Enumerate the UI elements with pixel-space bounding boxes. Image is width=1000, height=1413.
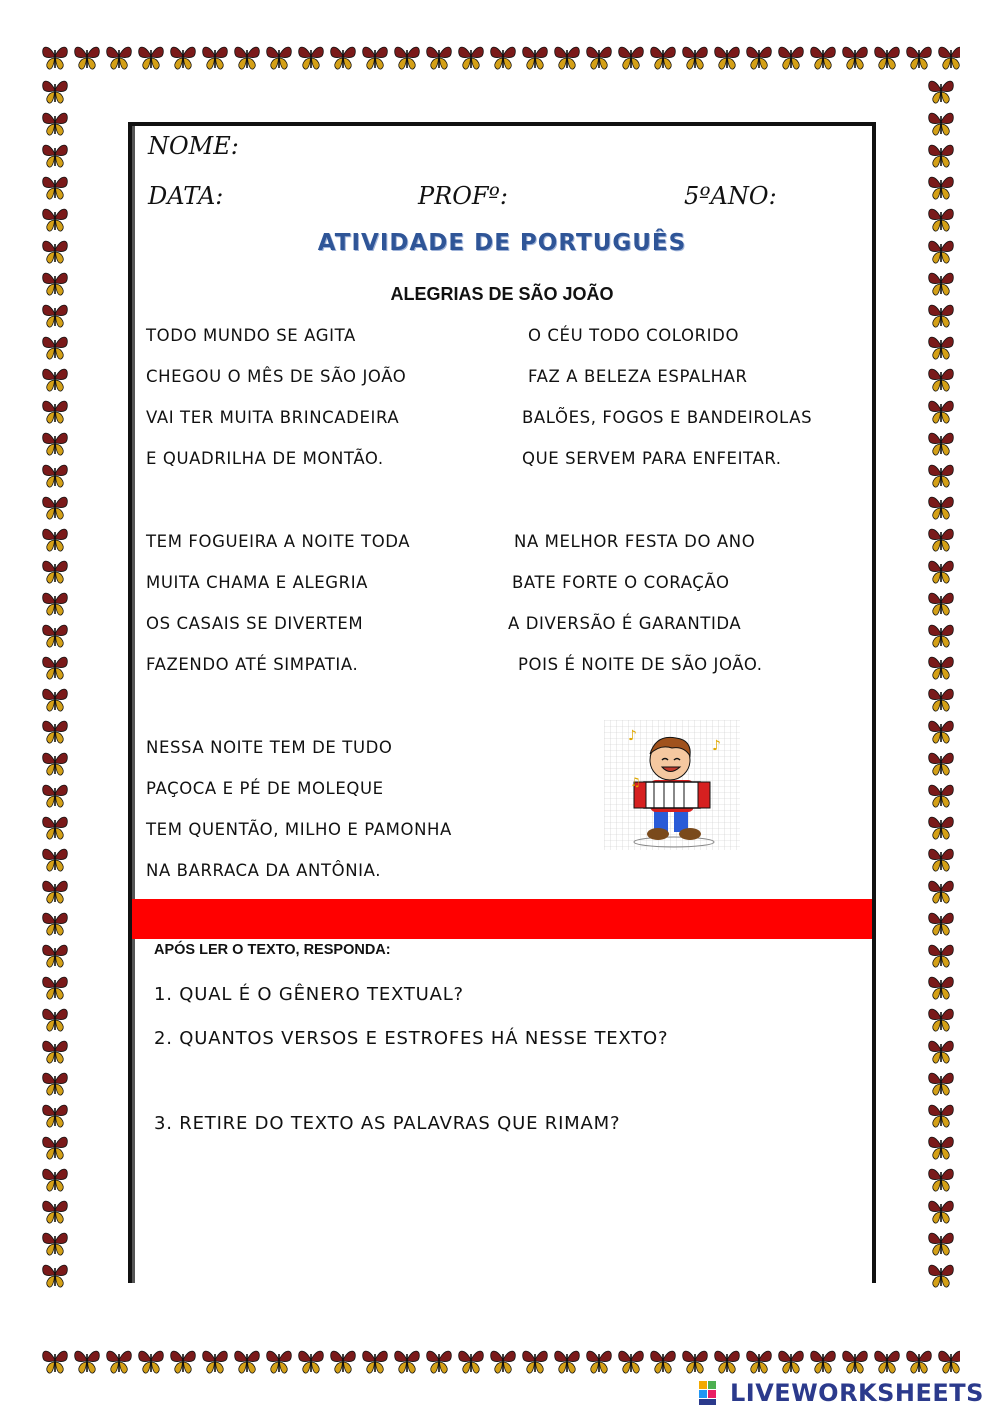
butterfly-icon xyxy=(488,42,518,72)
butterfly-icon xyxy=(712,1346,742,1376)
butterfly-icon xyxy=(40,812,70,842)
butterfly-icon xyxy=(926,1196,956,1226)
butterfly-icon xyxy=(926,812,956,842)
butterfly-icon xyxy=(104,1346,134,1376)
butterfly-icon xyxy=(926,300,956,330)
poem-line: QUE SERVEM PARA ENFEITAR. xyxy=(522,449,782,468)
butterfly-icon xyxy=(40,1260,70,1290)
poem-line: NA MELHOR FESTA DO ANO xyxy=(514,532,756,551)
poem-line: TODO MUNDO SE AGITA xyxy=(146,326,356,345)
butterfly-icon xyxy=(872,1346,902,1376)
butterfly-icon xyxy=(40,1196,70,1226)
butterfly-icon xyxy=(40,1068,70,1098)
butterfly-icon xyxy=(926,1004,956,1034)
butterfly-icon xyxy=(926,1068,956,1098)
butterfly-icon xyxy=(926,236,956,266)
butterfly-icon xyxy=(392,1346,422,1376)
poem-title: ALEGRIAS DE SÃO JOÃO xyxy=(390,284,614,304)
date-label: DATA: xyxy=(148,182,224,210)
butterfly-icon xyxy=(40,204,70,234)
butterfly-icon xyxy=(424,42,454,72)
butterfly-icon xyxy=(40,876,70,906)
butterfly-icon xyxy=(680,42,710,72)
question-2: 2. QUANTOS VERSOS E ESTROFES HÁ NESSE TEXTO? xyxy=(154,1028,669,1049)
svg-text:♪: ♪ xyxy=(628,728,637,744)
butterfly-icon xyxy=(40,1100,70,1130)
butterfly-icon xyxy=(40,620,70,650)
poem-line: NESSA NOITE TEM DE TUDO xyxy=(146,738,393,757)
border-bottom xyxy=(40,1346,960,1380)
poem-line: TEM QUENTÃO, MILHO E PAMONHA xyxy=(146,820,452,839)
butterfly-icon xyxy=(926,396,956,426)
butterfly-icon xyxy=(744,42,774,72)
butterfly-icon xyxy=(520,42,550,72)
butterfly-icon xyxy=(926,684,956,714)
poem-line: FAZENDO ATÉ SIMPATIA. xyxy=(146,655,359,674)
butterfly-icon xyxy=(296,42,326,72)
butterfly-icon xyxy=(40,1228,70,1258)
butterfly-icon xyxy=(926,876,956,906)
butterfly-icon xyxy=(360,1346,390,1376)
butterfly-icon xyxy=(40,1164,70,1194)
butterfly-icon xyxy=(680,1346,710,1376)
butterfly-icon xyxy=(776,42,806,72)
butterfly-icon xyxy=(264,1346,294,1376)
butterfly-icon xyxy=(926,972,956,1002)
poem-line: NA BARRACA DA ANTÔNIA. xyxy=(146,861,382,880)
butterfly-icon xyxy=(926,1260,956,1290)
butterfly-icon xyxy=(136,42,166,72)
worksheet-title: ATIVIDADE DE PORTUGUÊS xyxy=(317,230,687,256)
butterfly-icon xyxy=(926,172,956,202)
butterfly-icon xyxy=(926,268,956,298)
butterfly-icon xyxy=(40,716,70,746)
butterfly-icon xyxy=(392,42,422,72)
butterfly-icon xyxy=(168,1346,198,1376)
poem-line: MUITA CHAMA E ALEGRIA xyxy=(146,573,369,592)
butterfly-icon xyxy=(40,268,70,298)
butterfly-icon xyxy=(456,42,486,72)
poem-line: O CÉU TODO COLORIDO xyxy=(528,326,740,345)
liveworksheets-logo xyxy=(698,1378,984,1408)
butterfly-icon xyxy=(40,844,70,874)
butterfly-icon xyxy=(926,940,956,970)
poem-line: BATE FORTE O CORAÇÃO xyxy=(512,573,730,592)
butterfly-icon xyxy=(616,42,646,72)
butterfly-icon xyxy=(40,1036,70,1066)
butterfly-icon xyxy=(72,42,102,72)
questions-intro: APÓS LER O TEXTO, RESPONDA: xyxy=(154,942,391,958)
butterfly-icon xyxy=(904,1346,934,1376)
butterfly-icon xyxy=(328,1346,358,1376)
butterfly-icon xyxy=(40,140,70,170)
svg-text:♪: ♪ xyxy=(712,738,721,754)
svg-text:♫: ♫ xyxy=(630,775,641,789)
worksheet xyxy=(128,122,876,1283)
butterfly-icon xyxy=(776,1346,806,1376)
butterfly-icon xyxy=(40,1346,70,1376)
red-divider-bar xyxy=(132,899,872,939)
poem-line: PAÇOCA E PÉ DE MOLEQUE xyxy=(146,779,384,798)
butterfly-icon xyxy=(926,364,956,394)
butterfly-icon xyxy=(40,172,70,202)
butterfly-icon xyxy=(926,716,956,746)
butterfly-icon xyxy=(424,1346,454,1376)
butterfly-icon xyxy=(926,556,956,586)
butterfly-icon xyxy=(926,652,956,682)
butterfly-icon xyxy=(584,42,614,72)
poem-line: FAZ A BELEZA ESPALHAR xyxy=(528,367,748,386)
butterfly-icon xyxy=(232,1346,262,1376)
butterfly-icon xyxy=(40,748,70,778)
butterfly-icon xyxy=(328,42,358,72)
border-left xyxy=(40,76,74,1346)
butterfly-icon xyxy=(40,76,70,106)
butterfly-icon xyxy=(926,108,956,138)
butterfly-icon xyxy=(648,42,678,72)
butterfly-icon xyxy=(552,42,582,72)
butterfly-icon xyxy=(926,588,956,618)
poem-line: TEM FOGUEIRA A NOITE TODA xyxy=(146,532,411,551)
butterfly-icon xyxy=(926,620,956,650)
butterfly-icon xyxy=(40,908,70,938)
butterfly-icon xyxy=(40,428,70,458)
butterfly-icon xyxy=(232,42,262,72)
accordion-boy-illustration xyxy=(604,720,740,850)
butterfly-icon xyxy=(456,1346,486,1376)
logo-text: LIVEWORKSHEETS xyxy=(730,1379,984,1407)
teacher-label: PROFº: xyxy=(418,182,508,210)
butterfly-icon xyxy=(552,1346,582,1376)
butterfly-icon xyxy=(926,428,956,458)
butterfly-icon xyxy=(104,42,134,72)
butterfly-icon xyxy=(808,42,838,72)
butterfly-icon xyxy=(926,76,956,106)
butterfly-icon xyxy=(808,1346,838,1376)
butterfly-icon xyxy=(904,42,934,72)
butterfly-icon xyxy=(40,556,70,586)
question-3: 3. RETIRE DO TEXTO AS PALAVRAS QUE RIMAM? xyxy=(154,1113,621,1134)
butterfly-icon xyxy=(40,396,70,426)
butterfly-icon xyxy=(712,42,742,72)
butterfly-icon xyxy=(926,492,956,522)
butterfly-icon xyxy=(926,1164,956,1194)
poem-line: CHEGOU O MÊS DE SÃO JOÃO xyxy=(146,367,407,386)
butterfly-icon xyxy=(584,1346,614,1376)
butterfly-icon xyxy=(926,1036,956,1066)
butterfly-icon xyxy=(840,1346,870,1376)
butterfly-icon xyxy=(616,1346,646,1376)
butterfly-icon xyxy=(872,42,902,72)
butterfly-icon xyxy=(40,492,70,522)
border-right xyxy=(926,76,960,1346)
butterfly-icon xyxy=(926,1100,956,1130)
poem-line: BALÕES, FOGOS E BANDEIROLAS xyxy=(522,408,813,427)
butterfly-icon xyxy=(926,844,956,874)
butterfly-icon xyxy=(40,588,70,618)
butterfly-icon xyxy=(926,1228,956,1258)
border-top xyxy=(40,42,960,76)
butterfly-icon xyxy=(72,1346,102,1376)
butterfly-icon xyxy=(926,204,956,234)
butterfly-icon xyxy=(936,42,960,72)
butterfly-icon xyxy=(926,140,956,170)
butterfly-icon xyxy=(40,364,70,394)
butterfly-icon xyxy=(40,42,70,72)
butterfly-icon xyxy=(40,524,70,554)
butterfly-icon xyxy=(136,1346,166,1376)
butterfly-icon xyxy=(926,460,956,490)
butterfly-icon xyxy=(936,1346,960,1376)
butterfly-icon xyxy=(926,780,956,810)
butterfly-icon xyxy=(40,300,70,330)
butterfly-icon xyxy=(926,748,956,778)
butterfly-icon xyxy=(200,1346,230,1376)
butterfly-icon xyxy=(168,42,198,72)
poem-line: POIS É NOITE DE SÃO JOÃO. xyxy=(518,655,763,674)
butterfly-icon xyxy=(40,972,70,1002)
butterfly-icon xyxy=(40,780,70,810)
logo-icon xyxy=(698,1379,726,1407)
butterfly-icon xyxy=(744,1346,774,1376)
butterfly-icon xyxy=(926,908,956,938)
poem-line: VAI TER MUITA BRINCADEIRA xyxy=(146,408,400,427)
butterfly-icon xyxy=(926,1132,956,1162)
butterfly-icon xyxy=(40,652,70,682)
butterfly-icon xyxy=(200,42,230,72)
poem-line: E QUADRILHA DE MONTÃO. xyxy=(146,449,384,468)
butterfly-icon xyxy=(648,1346,678,1376)
butterfly-icon xyxy=(926,332,956,362)
butterfly-icon xyxy=(40,108,70,138)
butterfly-icon xyxy=(488,1346,518,1376)
butterfly-icon xyxy=(40,460,70,490)
poem-line: OS CASAIS SE DIVERTEM xyxy=(146,614,364,633)
butterfly-icon xyxy=(40,684,70,714)
butterfly-icon xyxy=(264,42,294,72)
butterfly-icon xyxy=(40,1132,70,1162)
butterfly-icon xyxy=(40,332,70,362)
butterfly-icon xyxy=(520,1346,550,1376)
name-label: NOME: xyxy=(148,132,239,160)
butterfly-icon xyxy=(40,940,70,970)
butterfly-icon xyxy=(40,1004,70,1034)
grade-label: 5ºANO: xyxy=(684,182,777,210)
poem-line: A DIVERSÃO É GARANTIDA xyxy=(508,614,742,633)
butterfly-icon xyxy=(840,42,870,72)
butterfly-icon xyxy=(40,236,70,266)
question-1: 1. QUAL É O GÊNERO TEXTUAL? xyxy=(154,984,464,1005)
butterfly-icon xyxy=(926,524,956,554)
butterfly-icon xyxy=(296,1346,326,1376)
butterfly-icon xyxy=(360,42,390,72)
